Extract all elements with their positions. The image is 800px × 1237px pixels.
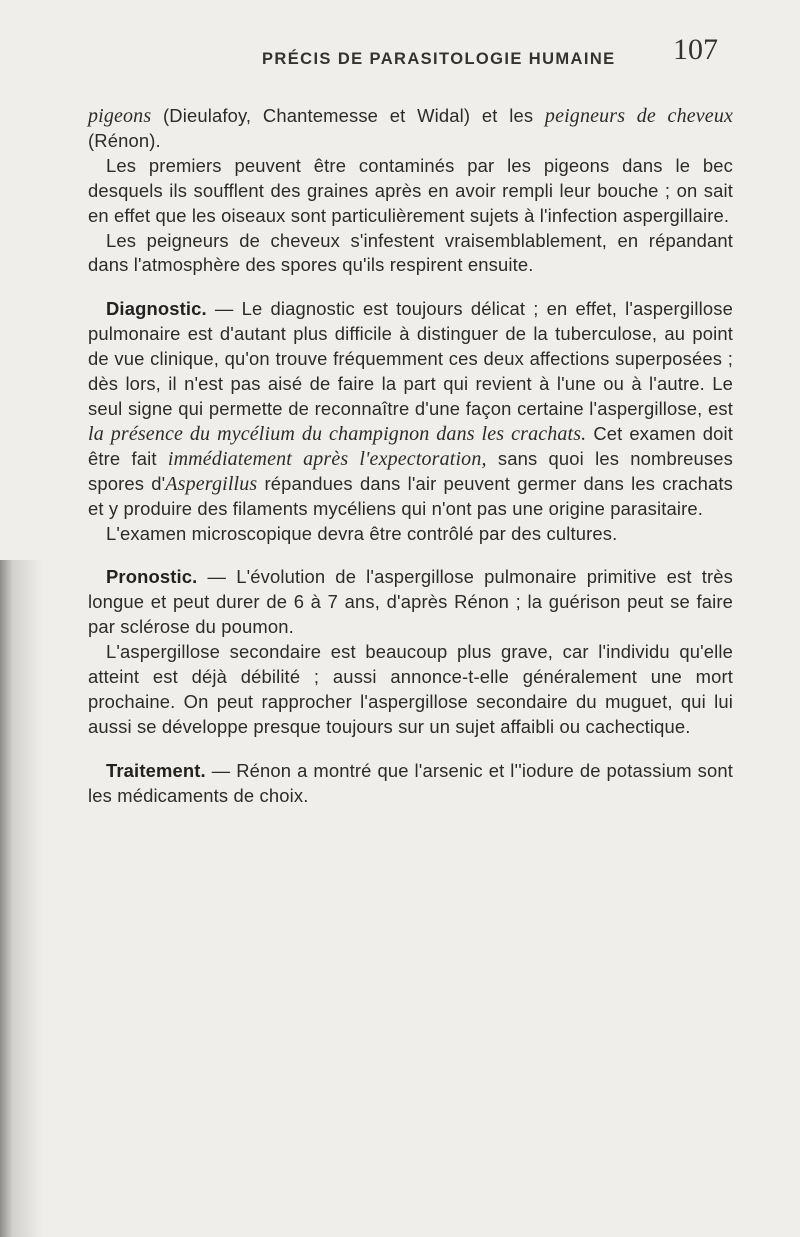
text-span: — L'évolution de l'aspergillose pulmonaire primitive est très longue et peut durer de 6 à 7 ans, d'après Rénon ; la guérison peut se faire par sclérose du poumon. (88, 566, 733, 638)
paragraph-1 (88, 104, 733, 154)
paragraph-2 (88, 154, 733, 229)
body-text (88, 104, 733, 809)
running-title: PRÉCIS DE PARASITOLOGIE HUMAINE (262, 50, 616, 68)
italic-term: immédiatement après l'expectoration, (167, 447, 487, 470)
text-span: (Rénon). (88, 129, 161, 151)
section-heading-pronostic: Pronostic. (106, 566, 198, 588)
page-number: 107 (673, 33, 718, 66)
paragraph-3 (88, 229, 733, 279)
text-span: répandues dans l'air peuvent germer dans les crachats et y produire des filaments mycéliens qui n'ont pas une origine parasitaire. (88, 472, 733, 519)
paragraph-5 (88, 522, 733, 547)
text-span: — Le diagnostic est toujours délicat ; en effet, l'aspergillose pulmonaire est d'autant plus difficile à distinguer de la tuberculose, au point de vue clinique, qu'on trouve fréquemment ces deux affections superposées ; dès lors, il n'est pas aisé de faire la part qui revient à l'une ou à l'autre. Le seul signe qui permette de reconnaître d'une façon certaine l'aspergillose, est (88, 298, 733, 419)
running-header (0, 30, 800, 70)
text-span: (Dieulafoy, Chantemesse et Widal) et les (151, 105, 545, 126)
text-span: Cet examen doit être fait (88, 422, 733, 469)
text-span: — Rénon a montré que l'arsenic et l''iodure de potassium sont les médicaments de choix. (88, 759, 733, 806)
text-span: Les peigneurs de cheveux s'infestent vraisemblablement, en répandant dans l'atmosphère des spores qu'ils respirent ensuite. (88, 229, 733, 276)
paragraph-7 (88, 640, 733, 740)
text-span: Les premiers peuvent être contaminés par les pigeons dans le bec desquels ils soufflent des graines après en avoir rempli leur bouche ; on sait en effet que les oiseaux sont particulièrement sujets à l'infection aspergillaire. (88, 154, 733, 226)
italic-term: Aspergillus (165, 472, 258, 495)
section-heading-diagnostic: Diagnostic. (106, 298, 207, 320)
text-span: L'aspergillose secondaire est beaucoup plus grave, car l'individu qu'elle atteint est déjà débilité ; aussi annonce-t-elle généralement une mort prochaine. On peut rapprocher l'aspergillose secondaire du muguet, qui lui aussi se développe presque toujours sur un sujet affaibli ou cachectique. (88, 641, 733, 737)
section-heading-traitement: Traitement. (106, 759, 206, 781)
italic-term: peigneurs de cheveux (544, 105, 733, 127)
paragraph-traitement (88, 759, 733, 809)
text-span: L'examen microscopique devra être contrôlé par des cultures. (106, 522, 618, 544)
page-edge-shadow (0, 560, 42, 1237)
italic-term: la présence du mycélium du champignon dans les crachats. (88, 422, 587, 445)
italic-term: pigeons (88, 105, 152, 127)
text-span: sans quoi les nombreuses spores d' (88, 447, 733, 494)
paragraph-diagnostic (88, 297, 733, 521)
paragraph-pronostic (88, 565, 733, 640)
